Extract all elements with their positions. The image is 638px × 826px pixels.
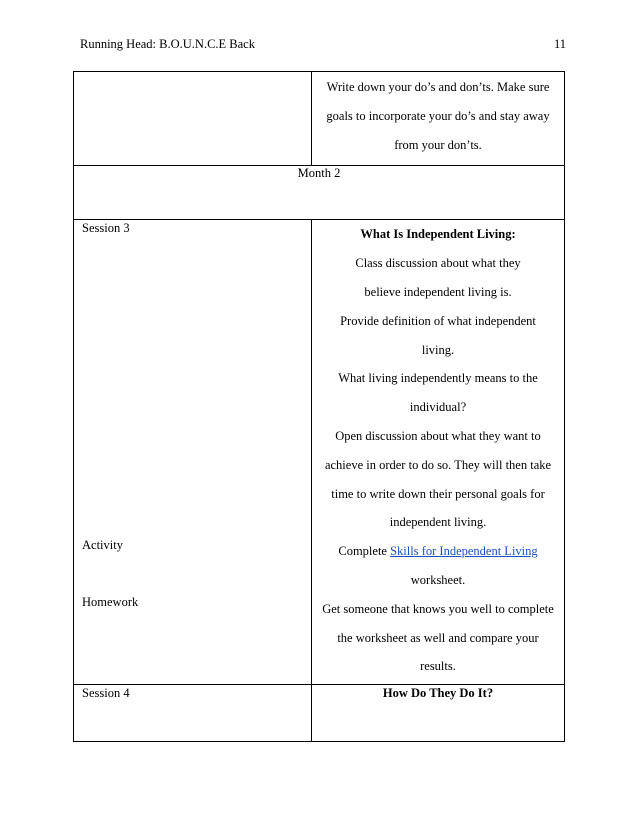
homework-label: Homework [82,595,139,610]
table-row [74,685,565,742]
session-3-content [312,220,565,685]
text-line: worksheet. [410,572,466,587]
text-line: What living independently means to the [338,371,538,386]
activity-label: Activity [82,538,123,553]
session-4-label: Session 4 [74,685,312,742]
table-row [74,166,565,220]
empty-cell [74,72,312,166]
session-3-labels [74,220,312,685]
text-line: living. [421,342,455,357]
text-line: goals to incorporate your do’s and stay away [326,108,550,123]
session-3-label: Session 3 [82,221,130,236]
text-line: results. [420,659,456,674]
text-line: individual? [409,400,467,415]
text-line: independent living. [389,515,487,530]
table-row [74,72,565,166]
month-heading: Month 2 [74,166,565,220]
activity-line [312,537,564,566]
text-line: from your don’ts. [394,137,482,152]
activity-prefix: Complete [338,544,391,559]
text-line: believe independent living is. [364,284,512,299]
text-line: Get someone that knows you well to complete [322,601,554,616]
skills-worksheet-link[interactable]: Skills for Independent Living [390,544,538,559]
text-line: the worksheet as well and compare your [337,630,539,645]
text-line: time to write down their personal goals for [331,486,545,501]
session-4-title: How Do They Do It? [312,685,565,742]
session-3-title: What Is Independent Living: [360,227,516,242]
page-header [80,37,566,55]
text-line: Write down your do’s and don’ts. Make sure [326,80,550,94]
dos-donts-cell [312,72,565,166]
running-head: Running Head: B.O.U.N.C.E Back [80,37,255,51]
table-row [74,220,565,685]
text-line: Class discussion about what they [355,256,521,271]
text-line: Provide definition of what independent [340,313,536,328]
page-number: 11 [553,37,566,51]
text-line: achieve in order to do so. They will then take [324,457,552,472]
text-line: Open discussion about what they want to [335,428,541,443]
session-table [73,71,565,742]
